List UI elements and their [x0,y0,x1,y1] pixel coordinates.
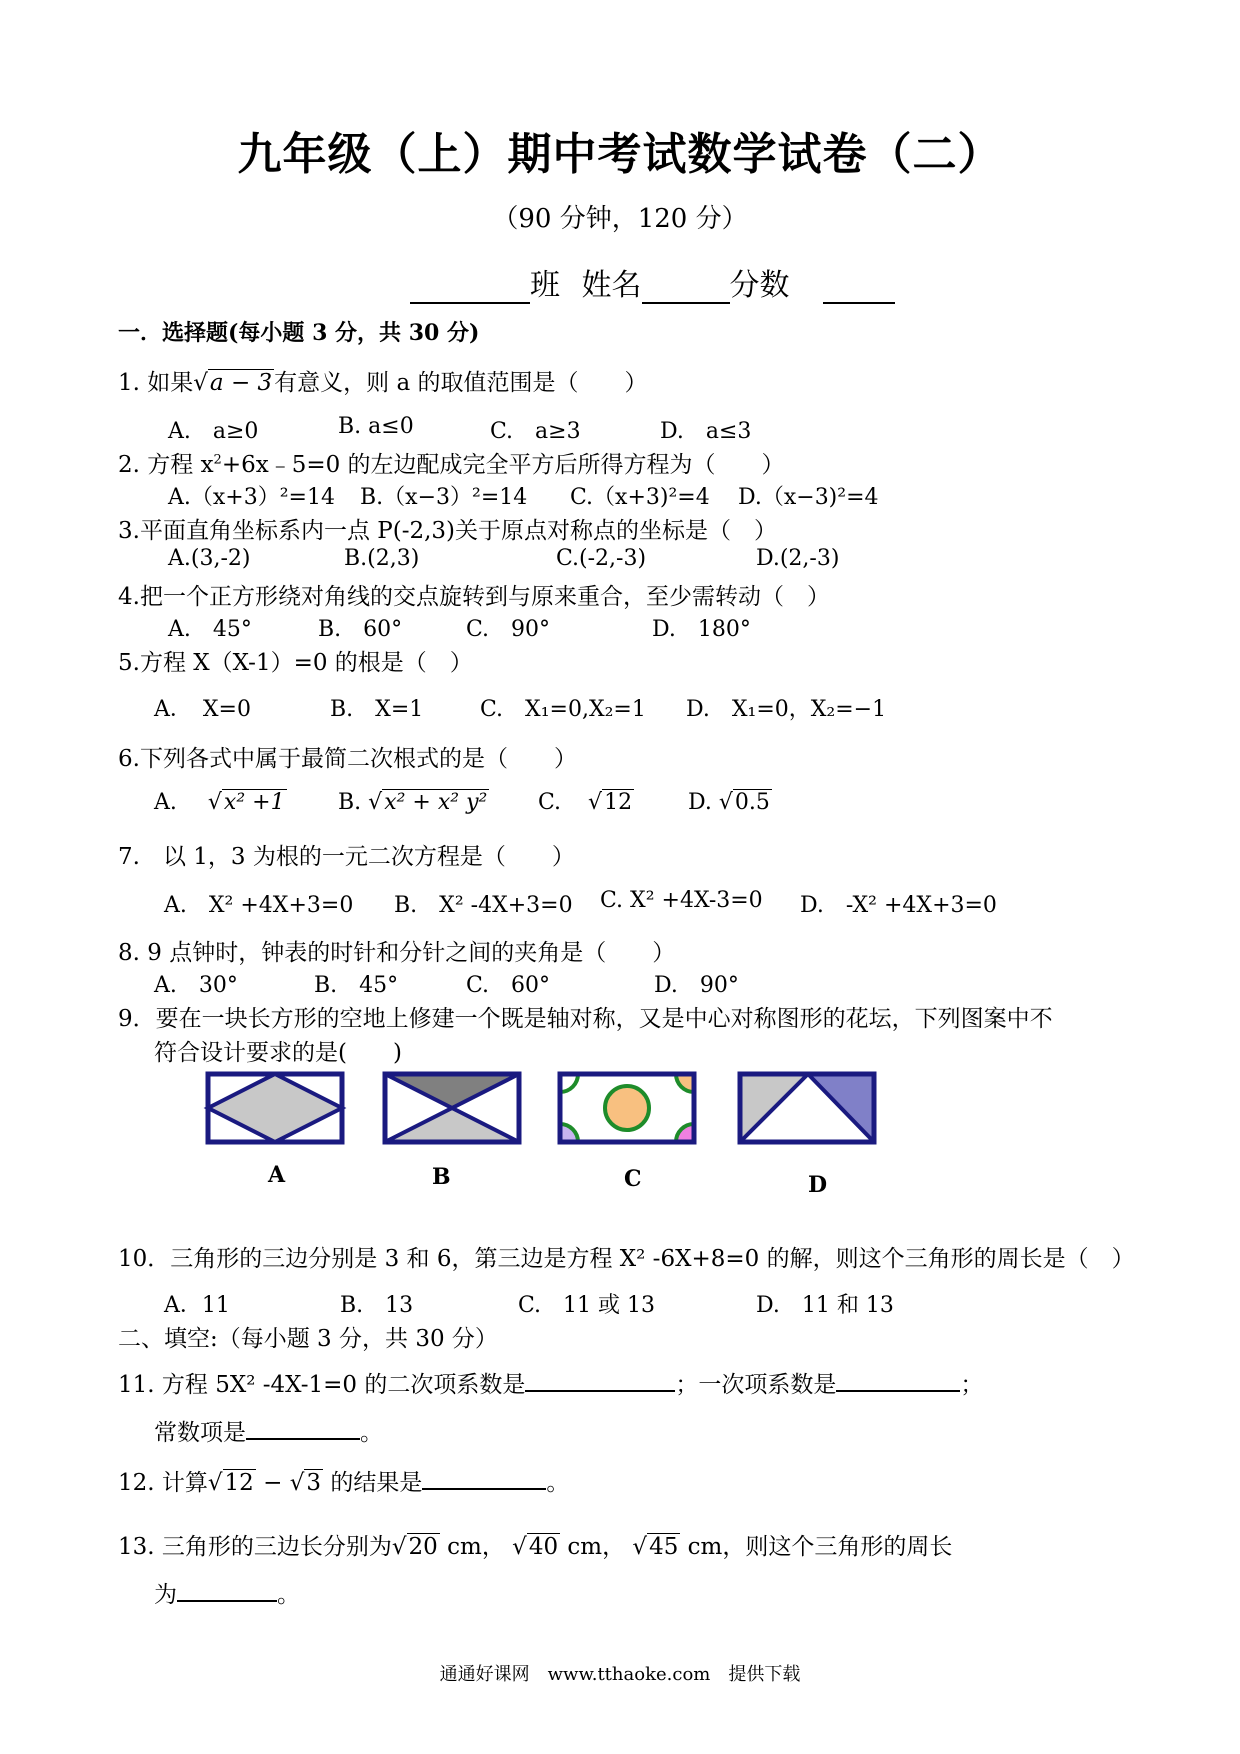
figure-b[interactable] [385,1074,519,1142]
q12-radicand-1: 12 [224,1470,254,1496]
q3-option-a[interactable]: A.(3,-2) [168,546,251,571]
q11-line2-text: 常数项是 [154,1420,246,1446]
q11-part3: ； [960,1372,984,1398]
q4-option-c[interactable]: C. 90° [466,617,551,642]
q6-option-a[interactable] [154,790,287,815]
q7-option-b[interactable]: B. X² -4X+3=0 [394,893,573,918]
q12-end: 。 [546,1470,570,1496]
q4-option-b[interactable]: B. 60° [318,617,403,642]
q13-post: cm，则这个三角形的周长 [687,1534,953,1560]
class-blank[interactable] [410,272,530,304]
q8-option-b[interactable]: B. 45° [314,973,399,998]
q13-radicand-1: 20 [408,1534,438,1560]
question-9-line-2: 符合设计要求的是( ) [154,1040,402,1066]
q6-option-d[interactable] [688,790,772,815]
question-8: 8. 9 点钟时，钟表的时针和分针之间的夹角是（ ） [118,940,676,966]
question-4: 4.把一个正方形绕对角线的交点旋转到与原来重合，至少需转动（ ） [118,584,830,610]
q12-minus: − [263,1470,283,1496]
q11-part1: 11. 方程 5X² -4X-1=0 的二次项系数是 [118,1372,526,1398]
q6-a-letter: A. [154,790,177,815]
q12-sqrt-1: √12 [207,1470,254,1496]
q6-c-letter: C. [538,790,562,815]
q2-option-c[interactable]: C.（x+3)²=4 [570,485,710,510]
q10-option-a[interactable]: A．11 [164,1293,230,1318]
q8-option-a[interactable]: A. 30° [154,973,238,998]
q11-blank-1[interactable] [525,1368,675,1392]
q6-a-sqrt: √x² +1 [207,790,285,815]
question-6: 6.下列各式中属于最简二次根式的是（ ） [118,746,577,772]
q12-radicand-2: 3 [306,1470,322,1496]
q6-d-radicand: 0.5 [734,790,770,815]
q13-sqrt-3: √45 [632,1534,679,1560]
q2-option-a[interactable]: A.（x+3）²=14 [168,485,335,510]
q10-option-d[interactable]: D. 11 和 13 [756,1293,894,1318]
q1-option-b[interactable]: B. a≤0 [338,414,414,439]
q13-sqrt-1: √20 [391,1534,438,1560]
q12-pre: 12. 计算 [118,1470,208,1496]
class-label: 班 [530,268,560,303]
q1-pre: 1. 如果 [118,370,194,396]
q5-option-c[interactable]: C. X₁=0,X₂=1 [480,697,646,722]
figure-c[interactable] [560,1074,694,1142]
q1-option-c[interactable]: C. a≥3 [490,419,581,444]
student-info-line [410,260,895,304]
q5-option-a[interactable]: A． X=0 [154,697,251,722]
q2-option-b[interactable]: B.（x−3）²=14 [360,485,528,510]
q2-pre: 2. 方程 x [118,452,214,478]
question-7: 7. 以 1，3 为根的一元二次方程是（ ） [118,844,575,870]
q6-option-b[interactable] [338,790,489,815]
section-2-heading: 二、填空:（每小题 3 分，共 30 分） [118,1326,498,1352]
q12-post: 的结果是 [330,1470,423,1496]
q4-option-a[interactable]: A. 45° [168,617,252,642]
q6-option-c[interactable] [538,790,634,815]
q6-b-radicand: x² + x² y² [384,790,488,815]
question-1 [118,364,648,397]
q1-sqrt: √a − 3 [193,370,273,396]
q7-option-c[interactable]: C. X² +4X-3=0 [600,888,763,913]
q6-b-sqrt: √x² + x² y² [368,790,488,815]
q7-option-d[interactable]: D. -X² +4X+3=0 [800,893,997,918]
q3-option-b[interactable]: B.(2,3) [344,546,420,571]
q13-end: 。 [277,1582,300,1608]
q13-unit-1: cm， [447,1534,505,1560]
q5-option-d[interactable]: D. X₁=0，X₂=−1 [686,697,887,722]
q6-d-sqrt: √0.5 [718,790,770,815]
q1-option-d[interactable]: D. a≤3 [660,419,752,444]
q6-b-letter: B. [338,790,362,815]
q8-option-c[interactable]: C. 60° [466,973,551,998]
question-11 [118,1366,983,1399]
q5-option-b[interactable]: B. X=1 [330,697,424,722]
q10-option-b[interactable]: B. 13 [340,1293,414,1318]
exam-subtitle: （90 分钟，120 分） [492,204,748,234]
question-12 [118,1464,569,1497]
figure-d[interactable] [740,1074,874,1142]
score-label: 分数 [729,268,790,303]
question-13-line-2 [154,1576,300,1609]
q13-pre: 13. 三角形的三边长分别为 [118,1534,392,1560]
figure-b-label: B [432,1164,451,1190]
q13-sqrt-2: √40 [512,1534,559,1560]
question-2: 2. 方程 $x^2+6x﹣5=0$ 的左边配成完全平方后所得方程为（ ） [118,452,785,478]
q13-radicand-2: 40 [528,1534,559,1560]
q3-option-c[interactable]: C.(-2,-3) [556,546,647,571]
q13-line2-text: 为 [154,1582,177,1608]
q12-sqrt-2: √3 [289,1470,322,1496]
q1-post: 有意义，则 a 的取值范围是（ ） [274,370,648,396]
page-footer: 通通好课网 www.tthaoke.com 提供下载 [439,1664,801,1685]
q7-option-a[interactable]: A. X² +4X+3=0 [164,893,354,918]
q6-a-radicand: x² +1 [223,790,285,815]
q12-blank[interactable] [422,1466,546,1490]
q8-option-d[interactable]: D. 90° [654,973,739,998]
q11-part2: ；一次项系数是 [675,1372,837,1398]
q4-option-d[interactable]: D. 180° [652,617,751,642]
figure-c-label: C [624,1166,642,1192]
score-blank[interactable] [823,272,895,304]
name-blank[interactable] [642,272,730,304]
name-label: 姓名 [581,268,642,303]
figure-a[interactable] [208,1074,342,1142]
question-11-line-2 [154,1414,383,1447]
q11-blank-2[interactable] [836,1368,960,1392]
q6-c-sqrt: √12 [588,790,633,815]
q11-blank-3[interactable] [246,1416,360,1440]
question-3: 3.平面直角坐标系内一点 P(-2,3)关于原点对称点的坐标是（ ） [118,518,778,544]
q6-d-letter: D. [688,790,712,815]
q3-option-d[interactable]: D.(2,-3) [756,546,840,571]
q1-radicand: a − 3 [209,370,273,396]
q2-post: +6x﹣5=0 的左边配成完全平方后所得方程为（ ） [221,452,785,478]
q6-c-radicand: 12 [604,790,633,815]
section-1-heading: 一．选择题(每小题 3 分，共 30 分) [118,320,480,346]
question-10: 10．三角形的三边分别是 3 和 6，第三边是方程 X² -6X+8=0 的解，则这个三角形的周长是（ ） [118,1246,1135,1272]
q1-option-a[interactable]: A. a≥0 [168,419,259,444]
question-13 [118,1528,952,1561]
q13-blank[interactable] [177,1578,277,1602]
figure-d-label: D [808,1172,828,1198]
q2-option-d[interactable]: D.（x−3)²=4 [738,485,879,510]
figure-a-label: A [268,1162,286,1188]
exam-title: 九年级（上）期中考试数学试卷（二） [237,129,1003,180]
q10-option-c[interactable]: C. 11 或 13 [518,1293,656,1318]
question-9-line-1: 9．要在一块长方形的空地上修建一个既是轴对称，又是中心对称图形的花坛，下列图案中不 [118,1006,1053,1032]
q9-figures [200,1066,900,1166]
q13-radicand-3: 45 [649,1534,679,1560]
q13-unit-2: cm， [567,1534,626,1560]
q11-end: 。 [360,1420,383,1446]
question-5: 5.方程 X（X-1）=0 的根是（ ） [118,650,473,676]
